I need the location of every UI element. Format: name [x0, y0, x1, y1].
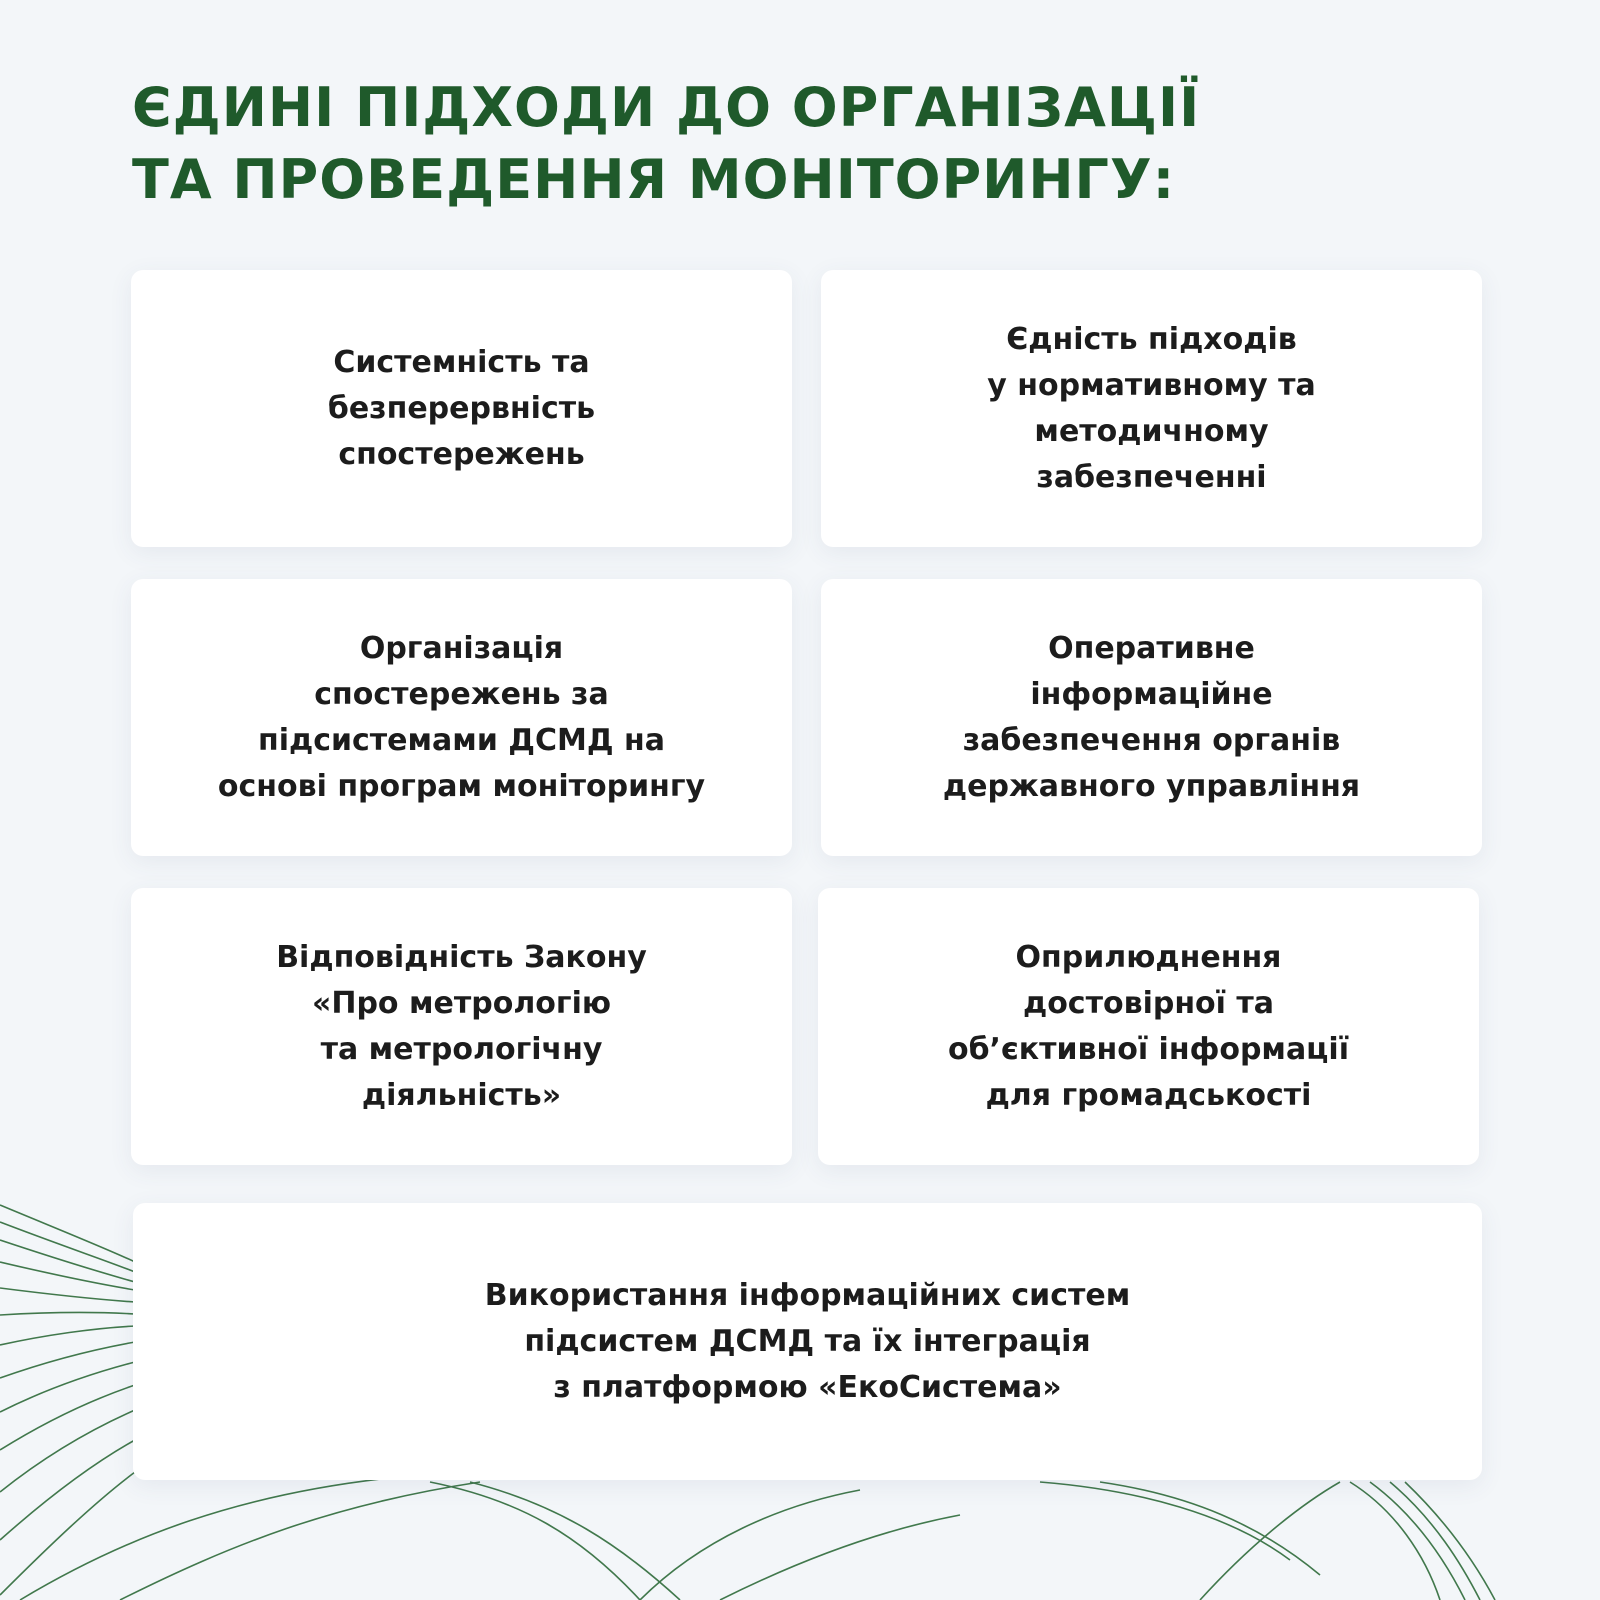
card-systematicity: [131, 270, 792, 547]
card-text: [218, 626, 705, 810]
card-line: Організація: [359, 630, 564, 666]
card-text: [276, 935, 647, 1119]
card-line: забезпечення органів: [962, 722, 1341, 758]
card-line: Єдність підходів: [1006, 321, 1297, 357]
card-text: [987, 317, 1315, 501]
card-unity-of-approaches: [821, 270, 1482, 547]
card-line: Системність та: [333, 344, 590, 380]
card-text: [943, 626, 1360, 810]
card-observation-organization: [131, 579, 792, 856]
card-information-systems-integration: [133, 1203, 1482, 1480]
card-line: Оприлюднення: [1015, 939, 1282, 975]
card-metrology-law-compliance: [131, 888, 792, 1165]
card-line: Відповідність Закону: [276, 939, 647, 975]
card-line: підсистем ДСМД та їх інтеграція: [524, 1323, 1091, 1359]
card-line: основі програм моніторингу: [217, 768, 706, 804]
card-line: діяльність»: [361, 1077, 562, 1113]
page-title-line-1: ЄДИНІ ПІДХОДИ ДО ОРГАНІЗАЦІЇ: [132, 76, 1201, 139]
card-line: підсистемами ДСМД на: [257, 722, 666, 758]
card-text: [948, 935, 1349, 1119]
card-line: достовірної та: [1022, 985, 1275, 1021]
card-line: методичному: [1034, 413, 1269, 449]
card-line: об’єктивної інформації: [948, 1031, 1349, 1067]
card-line: державного управління: [942, 768, 1361, 804]
card-line: безперервність: [327, 390, 596, 426]
card-line: Використання інформаційних систем: [484, 1277, 1131, 1313]
card-line: у нормативному та: [987, 367, 1316, 403]
card-line: з платформою «ЕкоСистема»: [553, 1369, 1062, 1405]
card-text: [485, 1273, 1130, 1411]
card-line: та метрологічну: [320, 1031, 603, 1067]
card-line: спостережень: [338, 436, 585, 472]
page-title: [132, 72, 1200, 216]
card-line: для громадськості: [985, 1077, 1312, 1113]
card-text: [328, 340, 595, 478]
card-operational-information: [821, 579, 1482, 856]
page-title-line-2: ТА ПРОВЕДЕННЯ МОНІТОРИНГУ:: [132, 148, 1176, 211]
card-line: спостережень за: [314, 676, 609, 712]
card-public-disclosure: [818, 888, 1479, 1165]
card-line: «Про метрологію: [311, 985, 612, 1021]
card-line: інформаційне: [1030, 676, 1273, 712]
card-line: Оперативне: [1048, 630, 1255, 666]
card-line: забезпеченні: [1036, 459, 1267, 495]
